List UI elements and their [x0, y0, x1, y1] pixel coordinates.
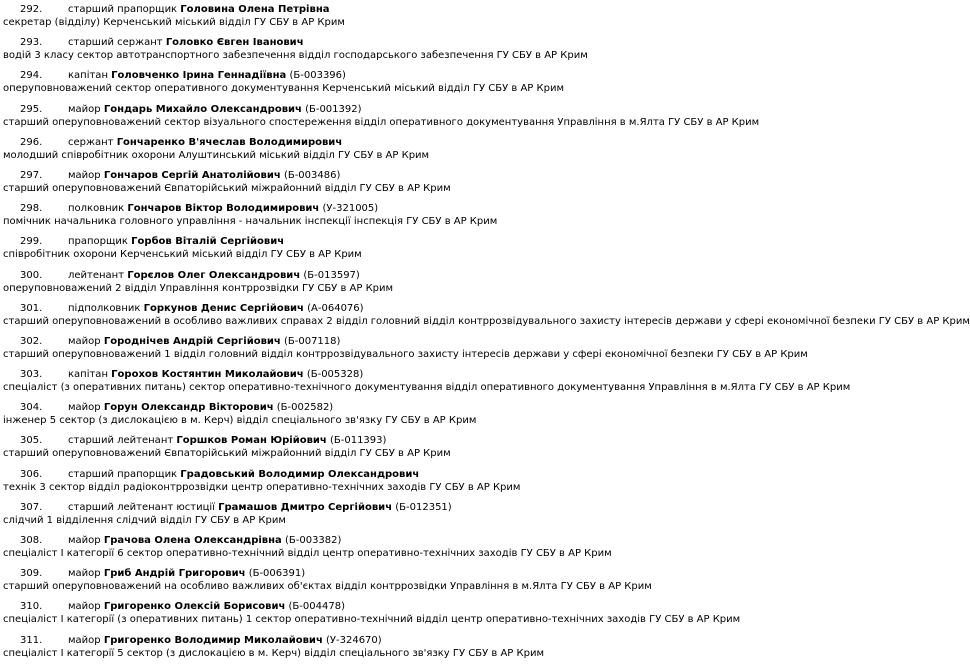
entry-rank: старший лейтенант юстиції [68, 501, 215, 513]
entry-rank: майор [68, 103, 101, 115]
entry-name: Головко Євген Іванович [165, 37, 304, 49]
entry-header [0, 468, 849, 481]
entry-number: 311. [20, 634, 43, 646]
entry-name: Горун Олександр Вікторович [103, 402, 274, 414]
entry-name: Горшков Роман Юрійович [176, 435, 327, 447]
entry-rank: лейтенант [68, 269, 125, 281]
entry-name: Гриб Андрій Григорович [103, 568, 246, 580]
entry-name: Горєлов Олег Олександрович [127, 269, 301, 281]
entry-name: Григоренко Володимир Миколайович [103, 634, 323, 646]
entry-header [0, 634, 849, 647]
entry-rank: майор [68, 568, 101, 580]
list-item [0, 501, 849, 534]
entry-code: (Б-004478) [288, 601, 345, 613]
entry-rank: майор [68, 335, 101, 347]
entry-number: 297. [20, 169, 43, 181]
entry-position: оперуповноважений сектор оперативного документування Керченський міський відділ ГУ СБУ в АР Крим [3, 83, 564, 95]
list-item [0, 136, 849, 169]
entry-header [0, 103, 849, 116]
entry-name: Горкунов Денис Сергійович [143, 302, 304, 314]
entry-number: 299. [20, 236, 43, 248]
entry-rank: капітан [68, 70, 108, 82]
list-item [0, 202, 849, 235]
entry-name: Гончаров Сергій Анатолійович [103, 169, 281, 181]
entry-header [0, 335, 849, 348]
entry-rank: майор [68, 402, 101, 414]
entry-code: (Б-005328) [306, 369, 364, 381]
entry-rank: старший сержант [68, 37, 163, 49]
entry-code: (Б-007118) [283, 335, 341, 347]
entry-number: 296. [20, 136, 43, 148]
entry-position: спеціаліст І категорії 6 сектор оперативно-технічний відділ центр оперативно-технічних заходів ГУ СБУ в АР Крим [3, 548, 612, 559]
entry-code: (Б-011393) [329, 435, 387, 447]
entry-header [0, 534, 849, 547]
list-item [0, 434, 849, 467]
list-item [0, 3, 849, 36]
entry-rank: старший прапорщик [68, 468, 178, 480]
entry-name: Головина Олена Петрівна [180, 4, 330, 15]
entry-name: Горбов Віталій Сергійович [131, 236, 285, 248]
entry-position: старший оперуповноважений сектор візуального спостереження відділ оперативного документування Управління в м.Ялта ГУ СБУ в АР Крим [3, 116, 760, 128]
entry-name: Гончаров Віктор Володимирович [127, 203, 320, 215]
entry-number: 305. [20, 435, 43, 447]
entry-position: співробітник охорони Керченський міський відділ ГУ СБУ в АР Крим [3, 249, 362, 261]
entry-number: 307. [20, 501, 43, 513]
entry-header [0, 169, 849, 182]
entry-name: Гончаренко В'ячеслав Володимирович [116, 136, 343, 148]
entry-position: помічник начальника головного управління - начальник інспекції інспекція ГУ СБУ в АР Крим [3, 216, 498, 228]
entry-number: 306. [20, 468, 43, 480]
entry-header [0, 69, 849, 82]
entry-position: слідчий 1 відділення слідчий відділ ГУ СБУ в АР Крим [3, 514, 286, 526]
entry-header [0, 202, 849, 215]
list-item [0, 169, 849, 202]
entry-header [0, 501, 849, 514]
entry-number: 300. [20, 269, 43, 281]
entry-position: спеціаліст (з оперативних питань) сектор оперативно-технічного документування відділ оперативного документування Управління в м.Ялта ГУ СБУ в АР Крим [3, 382, 851, 394]
list-item [0, 302, 970, 335]
entry-number: 310. [20, 601, 43, 613]
entry-number: 308. [20, 535, 43, 546]
entry-code: (Б-001392) [305, 103, 362, 115]
list-item [0, 69, 849, 102]
entry-number: 309. [20, 568, 43, 580]
entry-number: 303. [20, 369, 43, 381]
entry-position: спеціаліст І категорії 5 сектор (з дислокацією в м. Керч) відділ спеціального зв'язку ГУ СБУ в АР Крим [3, 647, 544, 659]
entry-position: старший оперуповноважений в особливо важливих справах 2 відділ головний відділ контррозвідувального захисту інтересів держави у сфері економічної безпеки ГУ СБУ в АР Крим [3, 315, 970, 327]
entry-position: водій 3 класу сектор автотранспортного забезпечення відділ господарського забезпечення ГУ СБУ в АР Крим [3, 50, 588, 62]
entry-header [0, 434, 849, 447]
entry-number: 302. [20, 335, 43, 347]
entry-rank: майор [68, 601, 101, 613]
entry-position: оперуповноважений 2 відділ Управління контррозвідки ГУ СБУ в АР Крим [3, 282, 394, 294]
entry-name: Горохов Костянтин Миколайович [111, 369, 304, 381]
entry-position: старший оперуповноважений на особливо важливих об'єктах відділ контррозвідки Управління в м.Ялта ГУ СБУ в АР Крим [3, 581, 652, 593]
entry-number: 292. [20, 4, 43, 15]
list-item [0, 468, 849, 501]
list-item [0, 269, 849, 302]
list-item [0, 567, 849, 600]
entry-header [0, 136, 849, 149]
list-item [0, 534, 849, 567]
entry-header [0, 36, 849, 49]
entry-position: інженер 5 сектор (з дислокацією в м. Керч) відділ спеціального зв'язку ГУ СБУ в АР Крим [3, 415, 477, 427]
entry-code: (У-321005) [322, 203, 379, 215]
entry-code: (Б-013597) [303, 269, 360, 281]
entry-rank: майор [68, 169, 101, 181]
list-item [0, 103, 849, 136]
entry-number: 294. [20, 70, 43, 82]
entry-rank: полковник [68, 203, 125, 215]
entry-name: Грамашов Дмитро Сергійович [218, 501, 393, 513]
entry-rank: майор [68, 634, 101, 646]
list-item [0, 36, 849, 69]
entry-position: старший оперуповноважений Євпаторійський міжрайонний відділ ГУ СБУ в АР Крим [3, 448, 451, 460]
entry-position: технік 3 сектор відділ радіоконтррозвідки центр оперативно-технічних заходів ГУ СБУ в АР Крим [3, 481, 521, 493]
entry-code: (Б-006391) [248, 568, 306, 580]
entry-position: старший оперуповноважений 1 відділ головний відділ контррозвідувального захисту інтересів держави у сфері економічної безпеки ГУ СБУ в АР Крим [3, 348, 808, 360]
entry-header [0, 600, 849, 613]
entry-code: (А-064076) [307, 302, 364, 314]
entry-rank: старший лейтенант [68, 435, 174, 447]
list-item [0, 235, 849, 268]
entry-rank: сержант [68, 136, 114, 148]
entry-rank: прапорщик [68, 236, 128, 248]
entry-header [0, 302, 849, 315]
entry-number: 293. [20, 37, 43, 49]
entry-number: 301. [20, 302, 43, 314]
entry-code: (У-324670) [326, 634, 382, 646]
entry-number: 295. [20, 103, 43, 115]
list-item [0, 368, 849, 401]
list-item [0, 634, 849, 667]
entry-position: молодший співробітник охорони Алуштинський міський відділ ГУ СБУ в АР Крим [3, 149, 430, 161]
entry-header [0, 269, 849, 282]
list-item [0, 600, 849, 633]
entry-rank: капітан [68, 369, 108, 381]
entry-code: (Б-012351) [395, 501, 452, 513]
entry-code: (Б-002582) [276, 402, 334, 414]
entry-header [0, 235, 849, 248]
entry-rank: підполковник [68, 302, 141, 314]
entry-rank: старший прапорщик [68, 4, 178, 15]
entry-header [0, 401, 849, 414]
entry-number: 298. [20, 203, 43, 215]
entry-name: Григоренко Олексій Борисович [103, 601, 286, 613]
list-item [0, 401, 849, 434]
entry-name: Гондарь Михайло Олександрович [103, 103, 302, 115]
entry-header [0, 368, 849, 381]
entry-name: Грачова Олена Олександрівна [103, 535, 282, 546]
entry-number: 304. [20, 402, 43, 414]
entry-code: (Б-003486) [283, 169, 341, 181]
entry-name: Головченко Ірина Геннадіївна [111, 70, 287, 82]
entry-name: Градовський Володимир Олександрович [180, 468, 420, 480]
list-item [0, 335, 849, 368]
entry-header [0, 3, 849, 16]
entry-position: старший оперуповноважений Євпаторійський міжрайонний відділ ГУ СБУ в АР Крим [3, 182, 451, 194]
entry-header [0, 567, 849, 580]
entry-rank: майор [68, 535, 101, 546]
entry-code: (Б-003396) [289, 70, 346, 82]
entry-position: спеціаліст І категорії (з оперативних питань) 1 сектор оперативно-технічний відділ центр оперативно-технічних заходів ГУ СБУ в АР Крим [3, 614, 741, 626]
entry-name: Городнічев Андрій Сергійович [103, 335, 281, 347]
entry-code: (Б-003382) [284, 535, 342, 546]
entry-position: секретар (відділу) Керченський міський відділ ГУ СБУ в АР Крим [3, 17, 345, 28]
